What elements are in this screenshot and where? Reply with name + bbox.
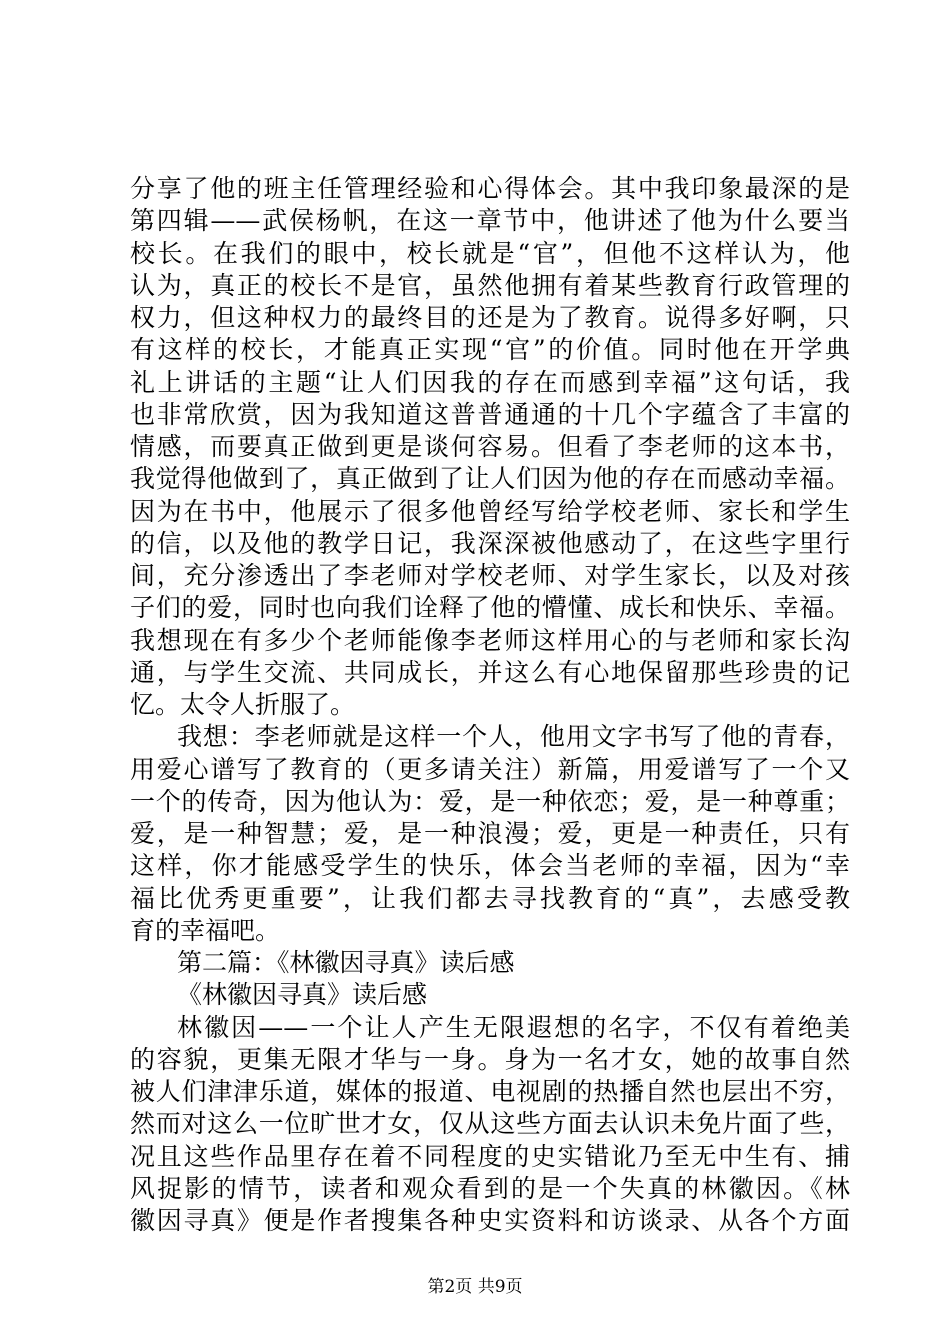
text-line: 我想现在有多少个老师能像李老师这样用心的与老师和家长沟 (130, 625, 850, 655)
text-line: 有这样的校长，才能真正实现“官”的价值。同时他在开学典 (130, 335, 850, 365)
text-line: 风捉影的情节，读者和观众看到的是一个失真的林徽因。《林 (130, 1173, 850, 1203)
text-line: 用爱心谱写了教育的（更多请关注）新篇，用爱谱写了一个又 (130, 754, 850, 784)
text-line: 爱，是一种智慧；爱，是一种浪漫；爱，更是一种责任，只有 (130, 819, 850, 848)
text-line: 这样，你才能感受学生的快乐，体会当老师的幸福，因为“幸 (130, 851, 850, 881)
text-line: 忆。太令人折服了。 (130, 690, 356, 719)
text-line: 我想：李老师就是这样一个人，他用文字书写了他的青春， (177, 722, 850, 752)
text-line: 我觉得他做到了，真正做到了让人们因为他的存在而感动幸福。 (130, 464, 850, 494)
text-line: 也非常欣赏，因为我知道这普普通通的十几个字蕴含了丰富的 (130, 399, 850, 429)
text-line: 育的幸福吧。 (130, 915, 281, 945)
text-line: 被人们津津乐道，媒体的报道、电视剧的热播自然也层出不穷， (130, 1077, 850, 1106)
text-line: 情感，而要真正做到更是谈何容易。但看了李老师的这本书， (130, 432, 850, 461)
text-line: 校长。在我们的眼中，校长就是“官”，但他不这样认为，他 (130, 238, 850, 268)
text-line: 认为，真正的校长不是官，虽然他拥有着某些教育行政管理的 (130, 270, 850, 300)
text-line: 权力，但这种权力的最终目的还是为了教育。说得多好啊，只 (130, 303, 850, 332)
text-line: 间，充分渗透出了李老师对学校老师、对学生家长，以及对孩 (130, 561, 850, 590)
page-footer: 第2页 共9页 (427, 1277, 523, 1297)
text-line: 况且这些作品里存在着不同程度的史实错讹乃至无中生有、捕 (130, 1141, 850, 1171)
text-line: 然而对这么一位旷世才女，仅从这些方面去认识未免片面了些， (130, 1109, 850, 1139)
text-line: 一个的传奇，因为他认为：爱，是一种依恋；爱，是一种尊重； (130, 786, 850, 816)
text-line: 分享了他的班主任管理经验和心得体会。其中我印象最深的是 (130, 174, 850, 203)
text-line: 因为在书中，他展示了很多他曾经写给学校老师、家长和学生 (130, 496, 850, 526)
text-line: 子们的爱，同时也向我们诠释了他的懵懂、成长和快乐、幸福。 (130, 593, 850, 623)
body-text (130, 173, 850, 1237)
text-line: 第四辑——武侯杨帆，在这一章节中，他讲述了他为什么要当 (130, 206, 850, 236)
text-line: 的容貌，更集无限才华与一身。身为一名才女，她的故事自然 (130, 1044, 850, 1074)
text-line: 徽因寻真》便是作者搜集各种史实资料和访谈录、从各个方面 (130, 1206, 850, 1235)
text-line: 福比优秀更重要”，让我们都去寻找教育的“真”，去感受教 (130, 883, 850, 913)
text-line: 《林徽因寻真》读后感 (177, 980, 428, 1010)
text-line: 通，与学生交流、共同成长，并这么有心地保留那些珍贵的记 (130, 657, 850, 687)
text-line: 林徽因——一个让人产生无限遐想的名字，不仅有着绝美 (177, 1012, 850, 1042)
text-line: 第二篇：《林徽因寻真》读后感 (177, 948, 515, 977)
text-line: 礼上讲话的主题“让人们因我的存在而感到幸福”这句话，我 (130, 367, 850, 397)
text-line: 的信，以及他的教学日记，我深深被他感动了，在这些字里行 (130, 528, 850, 558)
